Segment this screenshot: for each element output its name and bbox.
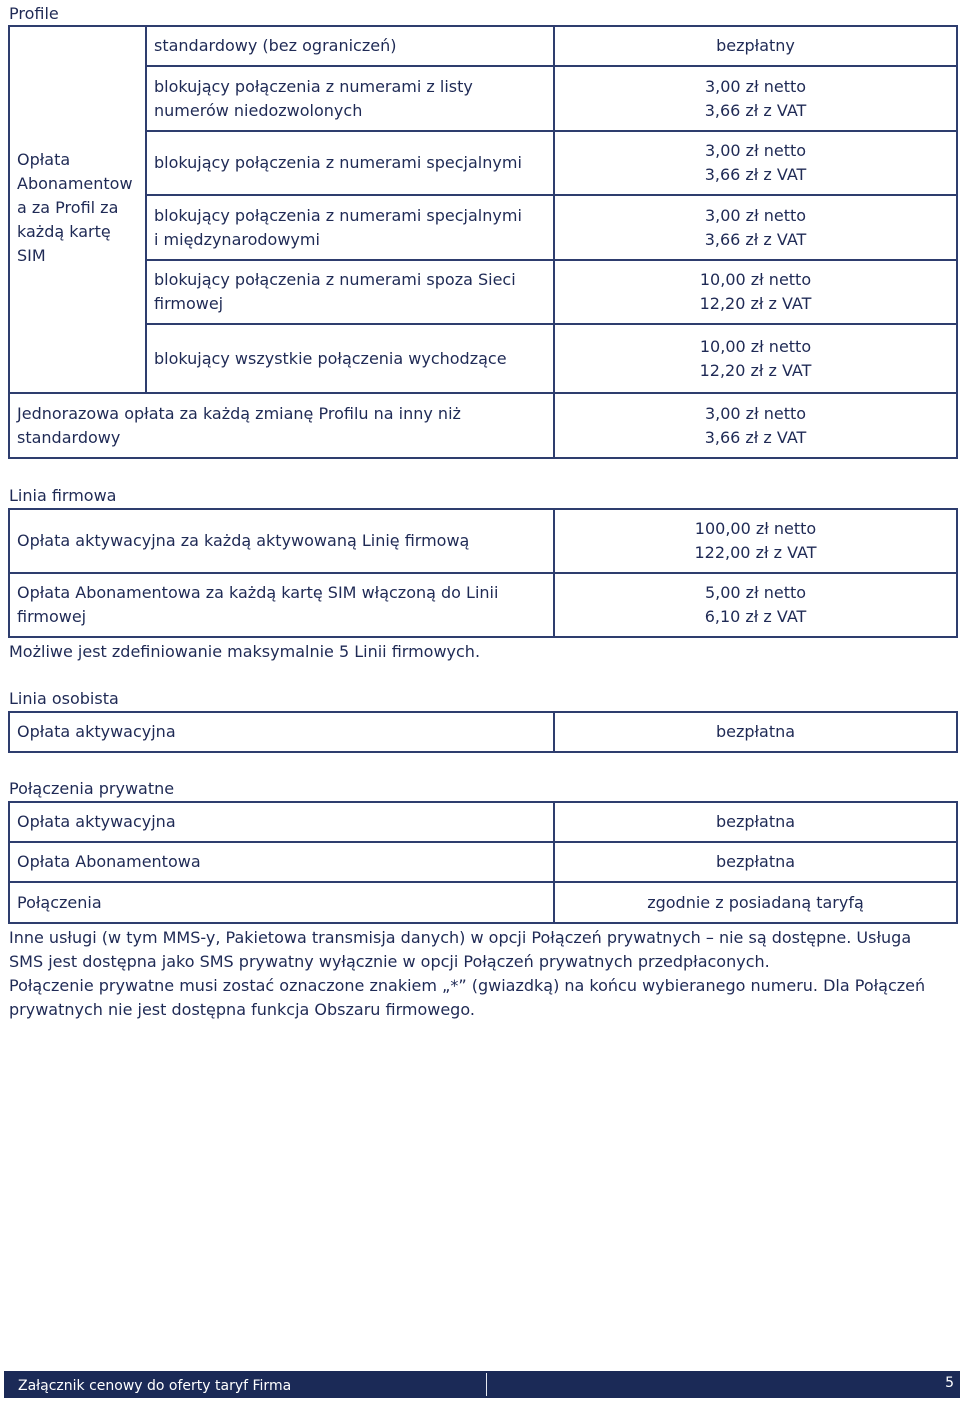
profile-change-fee-desc: Jednorazowa opłata za każdą zmianę Profilu na inny niż standardowy (9, 393, 554, 458)
section-title-polaczenia-prywatne: Połączenia prywatne (9, 779, 175, 798)
note-line: SMS jest dostępna jako SMS prywatny wyłącznie w opcji Połączeń prywatnych przedpłaconych. (9, 952, 770, 971)
profile-desc: blokujący połączenia z numerami specjalnymi i międzynarodowymi (146, 195, 554, 260)
linia-firmowa-desc: Opłata aktywacyjna za każdą aktywowaną Linię firmową (9, 509, 554, 573)
table-row (9, 195, 957, 260)
page-number: 5 (945, 1375, 954, 1391)
profile-change-fee-price: 3,00 zł netto 3,66 zł z VAT (554, 393, 957, 458)
table-row (9, 509, 957, 573)
note-line: Połączenie prywatne musi zostać oznaczone znakiem „*” (gwiazdką) na końcu wybieranego numeru. Dla Połączeń (9, 976, 926, 995)
table-row (9, 26, 957, 66)
table-row (9, 66, 957, 131)
polaczenia-prywatne-desc: Opłata Abonamentowa (9, 842, 554, 882)
table-row (9, 324, 957, 393)
profile-desc: blokujący połączenia z numerami specjalnymi (146, 131, 554, 195)
polaczenia-prywatne-desc: Połączenia (9, 882, 554, 923)
linia-firmowa-desc: Opłata Abonamentowa za każdą kartę SIM włączoną do Linii firmowej (9, 573, 554, 637)
polaczenia-prywatne-desc: Opłata aktywacyjna (9, 802, 554, 842)
polaczenia-prywatne-table (8, 801, 958, 924)
profile-desc: standardowy (bez ograniczeń) (146, 26, 554, 66)
table-row (9, 393, 957, 458)
polaczenia-prywatne-price: bezpłatna (554, 802, 957, 842)
profile-price: 3,00 zł netto 3,66 zł z VAT (554, 195, 957, 260)
polaczenia-prywatne-price: bezpłatna (554, 842, 957, 882)
table-row (9, 260, 957, 324)
profile-desc: blokujący wszystkie połączenia wychodzące (146, 324, 554, 393)
polaczenia-prywatne-notes (9, 926, 955, 1022)
profile-price: 10,00 zł netto 12,20 zł z VAT (554, 260, 957, 324)
linia-firmowa-table (8, 508, 958, 638)
linia-firmowa-price: 100,00 zł netto 122,00 zł z VAT (554, 509, 957, 573)
table-row (9, 712, 957, 752)
profile-price: 10,00 zł netto 12,20 zł z VAT (554, 324, 957, 393)
section-title-profile: Profile (9, 4, 59, 23)
footer-separator (486, 1373, 487, 1396)
profile-price: bezpłatny (554, 26, 957, 66)
table-row (9, 882, 957, 923)
profile-desc: blokujący połączenia z numerami spoza Sieci firmowej (146, 260, 554, 324)
table-row (9, 131, 957, 195)
table-row (9, 802, 957, 842)
note-line: prywatnych nie jest dostępna funkcja Obszaru firmowego. (9, 1000, 475, 1019)
linia-firmowa-price: 5,00 zł netto 6,10 zł z VAT (554, 573, 957, 637)
page-footer (4, 1371, 960, 1398)
linia-osobista-price: bezpłatna (554, 712, 957, 752)
section-title-linia-firmowa: Linia firmowa (9, 486, 117, 505)
note-line: Inne usługi (w tym MMS-y, Pakietowa transmisja danych) w opcji Połączeń prywatnych – nie są dostępne. Usługa (9, 928, 912, 947)
linia-osobista-table (8, 711, 958, 753)
profile-price: 3,00 zł netto 3,66 zł z VAT (554, 131, 957, 195)
profile-desc: blokujący połączenia z numerami z listy numerów niedozwolonych (146, 66, 554, 131)
profile-group-label: Opłata Abonamentow a za Profil za każdą kartę SIM (9, 26, 146, 393)
linia-firmowa-note: Możliwe jest zdefiniowanie maksymalnie 5 Linii firmowych. (9, 642, 481, 661)
table-row (9, 573, 957, 637)
linia-osobista-desc: Opłata aktywacyjna (9, 712, 554, 752)
table-row (9, 842, 957, 882)
polaczenia-prywatne-price: zgodnie z posiadaną taryfą (554, 882, 957, 923)
profile-table (8, 25, 958, 459)
section-title-linia-osobista: Linia osobista (9, 689, 119, 708)
profile-price: 3,00 zł netto 3,66 zł z VAT (554, 66, 957, 131)
footer-label: Załącznik cenowy do oferty taryf Firma (18, 1378, 292, 1394)
